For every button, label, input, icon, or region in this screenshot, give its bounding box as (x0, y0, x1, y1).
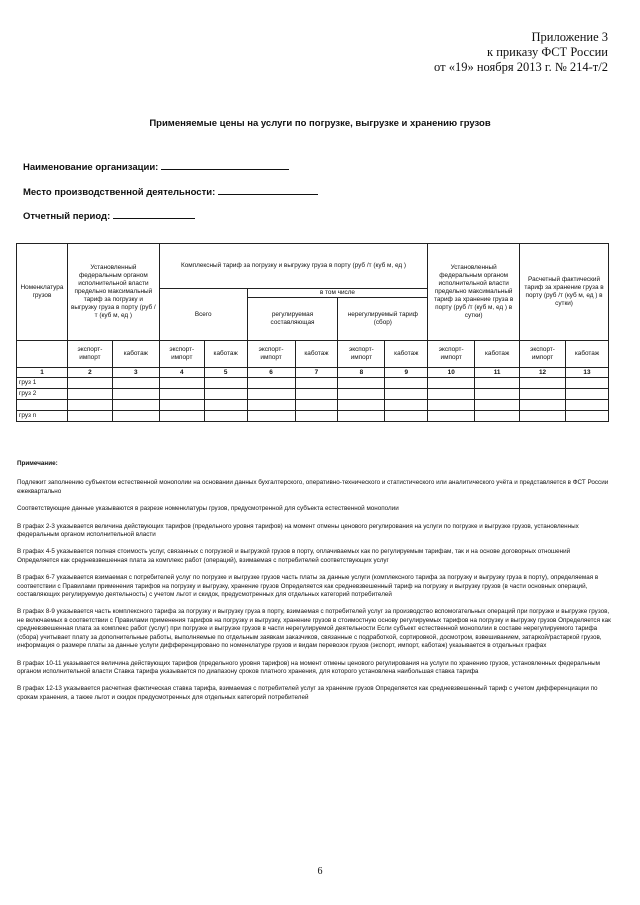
table-row (17, 411, 609, 422)
appendix-header (434, 30, 608, 75)
header-storage-max-tariff: Установленный федеральным органом исполнительной власти предельно максимальный тариф за хранение груза в порту (руб /т (куб м, ед ) в сутки) (428, 244, 520, 341)
notes-section (17, 460, 613, 711)
header-complex-tariff: Комплексный тариф за погрузку и выгрузку груза в порту (руб /т (куб м, ед ) (159, 244, 427, 289)
field-period (23, 209, 195, 222)
appendix-line-2: к приказу ФСТ России (487, 45, 608, 59)
subheader-cabotage: каботаж (295, 341, 338, 368)
column-number: 11 (475, 368, 520, 378)
field-period-blank (113, 209, 195, 219)
row-label (17, 400, 68, 411)
row-label: груз n (17, 411, 68, 422)
header-total: Всего (159, 289, 247, 341)
field-location-blank (218, 185, 318, 195)
subheader-cabotage: каботаж (204, 341, 247, 368)
table-row (17, 389, 609, 400)
tariff-table (16, 243, 609, 422)
row-label: груз 2 (17, 389, 68, 400)
subheader-export: экспорт-импорт (428, 341, 475, 368)
note-paragraph: В графах 4-5 указывается полная стоимость услуг, связанных с погрузкой и выгрузкой грузов в порту, оплачиваемых как по регулируемым тарифам, так и на основе договорных отношений Определяется как средневзвешенная плата за комплекс работ (операций), взимаемая с потребителей соответствующих услуг (17, 548, 571, 564)
field-organization-label: Наименование организации: (23, 162, 159, 173)
note-paragraph: В графах 12-13 указывается расчетная фактическая ставка тарифа, взимаемая с потребителей услуг за хранение грузов Определяется как средневзвешенный тариф с учетом дифференциации по срокам хранения, а также льгот и скидок предусмотренных для отдельных категорий потребителей (17, 685, 598, 701)
field-organization (23, 160, 289, 173)
appendix-line-3: от «19» ноября 2013 г. № 214-т/2 (434, 60, 608, 74)
note-paragraph: В графах 2-3 указывается величина действующих тарифов (предельного уровня тарифов) на момент отмены ценового регулирования на услуги по погрузке и выгрузке грузов, установленных федеральным органом исполнительной власти (17, 522, 579, 539)
subheader-cabotage: каботаж (565, 341, 608, 368)
header-including: в том числе (247, 289, 428, 298)
header-nomenclature: Номенклатура грузов (17, 244, 68, 341)
note-paragraph: В графах 6-7 указывается взимаемая с потребителей услуг по погрузке и выгрузке грузов часть платы за данные услуги (комплексного тарифа за погрузку и выгрузку груза в порту), определяемая в соответствии с Правилами применения тарифов на погрузку и выгрузку, хранение грузов Определяется как средневзвешенный тариф на погрузку и выгрузку грузов (в части основных операций, составляющих регулируемую деятельность) с учетом льгот и скидок, предусмотренных для отдельных категорий потребителей (17, 574, 599, 599)
note-paragraph: Подлежит заполнению субъектом естественной монополии на основании данных бухгалтерского, оперативно-технического и статистического или аналитического учёта и представляется в ФСТ России ежеквартально (17, 479, 609, 495)
field-period-label: Отчетный период: (23, 211, 111, 222)
subheader-export: экспорт-импорт (338, 341, 385, 368)
subheader-empty (17, 341, 68, 368)
column-number-row (17, 368, 609, 378)
document-title: Применяемые цены на услуги по погрузке, выгрузке и хранению грузов (149, 118, 491, 129)
subheader-export: экспорт-импорт (247, 341, 295, 368)
column-number: 3 (112, 368, 159, 378)
appendix-line-1: Приложение 3 (531, 30, 608, 44)
column-number: 6 (247, 368, 295, 378)
column-number: 8 (338, 368, 385, 378)
header-unregulated: нерегулируемый тариф (сбор) (338, 298, 428, 341)
page-number: 6 (317, 866, 323, 877)
table-row (17, 378, 609, 389)
column-number: 10 (428, 368, 475, 378)
column-number: 7 (295, 368, 338, 378)
subheader-cabotage: каботаж (385, 341, 428, 368)
subheader-cabotage: каботаж (475, 341, 520, 368)
column-number: 13 (565, 368, 608, 378)
column-number: 1 (17, 368, 68, 378)
column-number: 4 (159, 368, 204, 378)
subheader-export: экспорт-импорт (159, 341, 204, 368)
column-number: 5 (204, 368, 247, 378)
note-paragraph: В графах 8-9 указывается часть комплексного тарифа за погрузку и выгрузку груза в порту, взимаемая с потребителей услуг за производство вспомогательных операций при погрузке и выгрузке грузов, не включаемых в соответствии с Правилами применения тарифов на погрузку и выгрузку, хранение грузов в стоимостную основу регулируемых тарифов на погрузку и выгрузку грузов Определяется как средневзвешенная плата за комплекс работ (услуг) при погрузке и выгрузке грузов в части нерегулируемой деятельности Если субъект естественной монополии в составе нерегулируемого тарифа (сбора) учитывает плату за дополнительные работы, выполняемые по отдельным заявкам заказчиков, связанные с подработкой, сортировкой, досмотром, взвешиванием, затаркой/растаркой грузов, информация о размере платы за данные услуги дифференцировано по номенклатуре грузов и видам перевозок грузов (экспорт, импорт, каботаж) указывается в отдельных графах (17, 608, 611, 650)
subheader-row (17, 341, 609, 368)
row-label: груз 1 (17, 378, 68, 389)
header-storage-actual-tariff: Расчетный фактический тариф за хранение груза в порту (руб /т (куб м, ед ) в сутки) (520, 244, 609, 341)
field-location (23, 185, 318, 198)
note-paragraph: Соответствующие данные указываются в разрезе номенклатуры грузов, предусмотренной для субъекта естественной монополии (17, 505, 399, 513)
note-paragraph: В графах 10-11 указывается величина действующих тарифов (предельного уровня тарифов) на момент отмены ценового регулирования на услуги по хранению грузов, установленных федеральным органом исполнительной власти Ставка тарифа указывается по диапазону сроков платного хранения, для которого установлена наибольшая ставка тарифа (17, 659, 600, 675)
field-organization-blank (161, 160, 289, 170)
column-number: 2 (67, 368, 112, 378)
field-location-label: Место производственной деятельности: (23, 187, 216, 198)
subheader-export: экспорт-импорт (520, 341, 566, 368)
header-max-tariff: Установленный федеральным органом исполнительной власти предельно максимальный тариф за погрузку и выгрузку груза в порту (руб /т (куб м, ед ) (67, 244, 159, 341)
notes-heading: Примечание: (17, 460, 58, 467)
column-number: 9 (385, 368, 428, 378)
subheader-cabotage: каботаж (112, 341, 159, 368)
header-regulated: регулируемая составляющая (247, 298, 338, 341)
column-number: 12 (520, 368, 566, 378)
subheader-export: экспорт-импорт (67, 341, 112, 368)
table-row (17, 400, 609, 411)
